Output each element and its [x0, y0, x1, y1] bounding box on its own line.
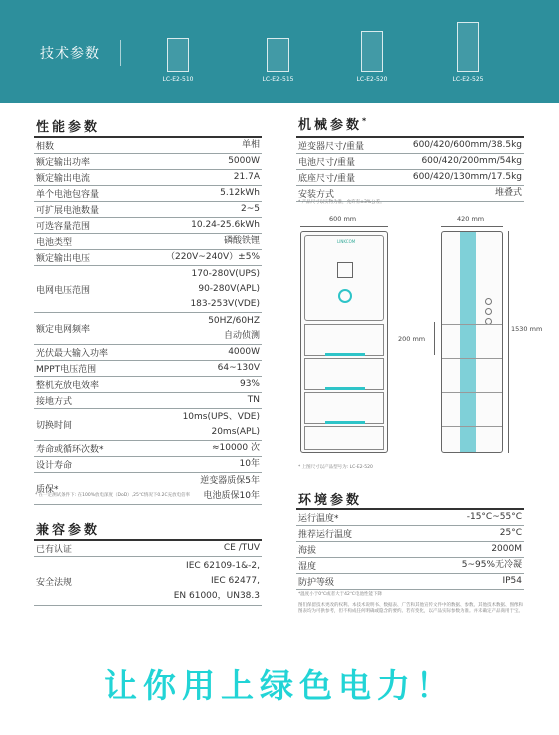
spec-label: 相数 [34, 137, 134, 154]
model-510 [148, 38, 208, 83]
compat-title: 兼容参数 [36, 523, 101, 538]
spec-row [34, 202, 262, 218]
spec-value-line: （220V~240V）±5% [165, 252, 260, 262]
performance-table [34, 136, 262, 505]
spec-value-line: 4000W [228, 347, 260, 357]
battery-module [304, 392, 384, 424]
module-height-line [434, 322, 435, 355]
spec-label: 电池类型 [34, 234, 134, 250]
spec-value-line: IEC 62109-1&-2, [186, 560, 260, 571]
environment-note: *温度小于0℃或者大于42℃电池性能下降 [298, 592, 382, 597]
spec-label: 电网电压范围 [34, 266, 134, 313]
spec-value [404, 509, 524, 526]
spec-value [134, 218, 262, 234]
height-dimension: 1530 mm [511, 325, 543, 333]
screen-logo: LINKCOM [337, 239, 356, 244]
spec-value [404, 542, 524, 558]
spec-row [296, 526, 524, 542]
model-name: LC-E2-520 [356, 76, 388, 83]
spec-row [296, 574, 524, 590]
handle-icon [325, 387, 365, 390]
spec-value-line: 600/420/200mm/54kg [421, 156, 522, 166]
spec-row [34, 377, 262, 393]
cabinet-icon [267, 38, 289, 72]
spec-row [296, 154, 524, 170]
spec-label: 推荐运行温度 [296, 526, 404, 542]
spec-label: 光伏最大输入功率 [34, 345, 134, 361]
spec-label: 底座尺寸/重量 [296, 170, 383, 186]
spec-value-line: 10.24-25.6kWh [191, 220, 260, 230]
spec-value [134, 202, 262, 218]
spec-value [134, 473, 262, 505]
spec-value-line: 堆叠式 [494, 188, 522, 198]
mechanical-table [296, 136, 524, 202]
front-view-cabinet [300, 231, 388, 453]
spec-value-line: 600/420/600mm/38.5kg [412, 140, 522, 150]
spec-row [296, 137, 524, 154]
drawing-caption: * 上图尺寸以产品型号为: LC-E2-520 [298, 465, 373, 470]
spec-value [404, 526, 524, 542]
spec-value [134, 266, 262, 313]
spec-value-line: 10ms(UPS、VDE) [182, 411, 260, 422]
depth-dimension: 420 mm [457, 215, 485, 223]
power-ring-icon [338, 289, 352, 303]
spec-value-line: 2000M [491, 544, 522, 554]
spec-label: 海拔 [296, 542, 404, 558]
spec-value-line: 10年 [239, 459, 260, 469]
spec-value [383, 170, 524, 186]
spec-value [134, 250, 262, 266]
spec-value [404, 558, 524, 574]
spec-value-line: 600/420/130mm/17.5kg [412, 172, 522, 182]
spec-value-line: 自动侦测 [223, 330, 260, 341]
spec-label: 已有认证 [34, 540, 104, 557]
spec-value-line: 64~130V [217, 363, 260, 373]
battery-module [304, 324, 384, 356]
cabinet-icon [361, 31, 383, 72]
spec-label: 逆变器尺寸/重量 [296, 137, 383, 154]
spec-value [134, 345, 262, 361]
side-stripe [460, 232, 476, 452]
spec-value-line: 5000W [228, 156, 260, 166]
spec-value [134, 409, 262, 441]
spec-value-line: 5.12kWh [220, 188, 260, 198]
spec-value [134, 361, 262, 377]
spec-value [134, 457, 262, 473]
side-divider [442, 324, 502, 325]
spec-row [34, 457, 262, 473]
height-line [508, 231, 509, 453]
side-divider [442, 358, 502, 359]
model-name: LC-E2-525 [452, 76, 484, 83]
spec-value [134, 313, 262, 345]
battery-module [304, 358, 384, 390]
spec-value-line: ≈10000 次 [211, 443, 260, 453]
spec-label: 整机充放电效率 [34, 377, 134, 393]
module-height-dimension: 200 mm [398, 335, 426, 343]
spec-row [34, 473, 262, 505]
spec-value [134, 234, 262, 250]
disclaimer-note: 图们保留技术更改的权利。本技术说明书、数据表、广告和其他宣传文件中的数据、参数、其他技术数据、图像和图表均为可供参考，但不构成任何明确或隐含的要约。若有变化，以产品实际参数为准。并未确定产品商用于宝。 [298, 603, 523, 614]
spec-row [34, 266, 262, 313]
spec-value [104, 557, 262, 606]
spec-value-line: 电池质保10年 [203, 490, 260, 501]
spec-row [34, 186, 262, 202]
spec-row [296, 509, 524, 526]
spec-label: 额定电网频率 [34, 313, 134, 345]
spec-value-line: EN 61000，UN38.3 [173, 590, 260, 601]
spec-row [296, 170, 524, 186]
spec-label: 防护等级 [296, 574, 404, 590]
spec-row [34, 234, 262, 250]
mechanical-title: 机械参数* [298, 116, 370, 133]
spec-value [134, 393, 262, 409]
spec-row [296, 558, 524, 574]
header-title: 技术参数 [40, 46, 100, 62]
spec-label: MPPT电压范围 [34, 361, 134, 377]
depth-line [441, 226, 503, 227]
slogan: 让你用上绿色电力！ [104, 666, 455, 705]
performance-note: * 在一定测试条件下: 在100%放电深度（DoD）,25℃情况下0.2C充放电倍率 [35, 493, 191, 498]
side-divider [442, 426, 502, 427]
environment-title: 环境参数 [298, 493, 363, 508]
model-525 [438, 22, 498, 83]
spec-label: 接地方式 [34, 393, 134, 409]
spec-row [34, 540, 262, 557]
spec-row [34, 137, 262, 154]
header-banner [0, 0, 559, 103]
width-line [300, 226, 388, 227]
spec-value-line: 2~5 [241, 204, 260, 214]
handle-icon [325, 353, 365, 356]
spec-value-line: 50HZ/60HZ [208, 315, 260, 326]
model-520 [342, 31, 402, 83]
base-module [304, 426, 384, 450]
cabinet-icon [457, 22, 479, 72]
spec-value-line: 磷酸铁锂 [223, 236, 260, 246]
display-icon [337, 262, 353, 278]
spec-label: 设计寿命 [34, 457, 134, 473]
spec-label: 质保* [34, 473, 134, 505]
side-divider [442, 392, 502, 393]
side-button-icon [485, 298, 492, 305]
side-view-cabinet [441, 231, 503, 453]
spec-value-line: -15°C~55°C [466, 512, 522, 522]
spec-row [34, 441, 262, 457]
compat-table [34, 539, 262, 606]
side-button-icon [485, 308, 492, 315]
spec-value-line: 25°C [499, 528, 522, 538]
spec-value [104, 540, 262, 557]
performance-title: 性能参数 [36, 120, 101, 135]
spec-value-line: 90-280V(APL) [198, 283, 260, 294]
spec-value-line: CE /TUV [223, 543, 260, 553]
spec-value [383, 154, 524, 170]
spec-value-line: 20ms(APL) [211, 426, 260, 437]
spec-label: 寿命或循环次数* [34, 441, 134, 457]
spec-label: 运行温度* [296, 509, 404, 526]
spec-label: 切换时间 [34, 409, 134, 441]
spec-value-line: TN [247, 395, 260, 405]
spec-label: 单个电池包容量 [34, 186, 134, 202]
spec-label: 可扩展电池数量 [34, 202, 134, 218]
spec-value-line: 21.7A [233, 172, 260, 182]
spec-value-line: 单相 [241, 140, 260, 150]
model-515 [248, 38, 308, 83]
spec-row [296, 542, 524, 558]
spec-row [34, 361, 262, 377]
width-dimension: 600 mm [329, 215, 357, 223]
handle-icon [325, 421, 365, 424]
spec-row [34, 170, 262, 186]
spec-value-line: IP54 [502, 576, 522, 586]
spec-label: 额定输出电流 [34, 170, 134, 186]
spec-row [34, 313, 262, 345]
spec-value-line: 5~95%无冷凝 [461, 560, 522, 570]
spec-value-line: IEC 62477, [211, 575, 260, 586]
spec-value [404, 574, 524, 590]
spec-label: 安装方式 [296, 186, 383, 202]
spec-value [383, 186, 524, 202]
spec-label: 电池尺寸/重量 [296, 154, 383, 170]
header-divider [120, 40, 121, 66]
spec-row [34, 154, 262, 170]
spec-value [134, 441, 262, 457]
spec-label: 安全法规 [34, 557, 104, 606]
spec-value [383, 137, 524, 154]
spec-value [134, 377, 262, 393]
environment-table [296, 508, 524, 590]
spec-row [34, 409, 262, 441]
spec-row [34, 345, 262, 361]
spec-label: 额定输出功率 [34, 154, 134, 170]
spec-label: 额定输出电压 [34, 250, 134, 266]
spec-value-line: 183-253V(VDE) [190, 298, 260, 309]
spec-value-line: 逆变器质保5年 [200, 475, 260, 486]
model-name: LC-E2-510 [162, 76, 194, 83]
spec-row [34, 393, 262, 409]
spec-value [134, 137, 262, 154]
inverter-module [304, 235, 384, 321]
spec-value-line: 170-280V(UPS) [191, 268, 260, 279]
spec-value-line: 93% [239, 379, 260, 389]
spec-value [134, 170, 262, 186]
spec-row [34, 218, 262, 234]
spec-row [34, 557, 262, 606]
spec-label: 湿度 [296, 558, 404, 574]
cabinet-icon [167, 38, 189, 72]
spec-row [34, 250, 262, 266]
spec-value [134, 186, 262, 202]
spec-value [134, 154, 262, 170]
spec-label: 可选容量范围 [34, 218, 134, 234]
model-name: LC-E2-515 [262, 76, 294, 83]
mechanical-note: * 产品尺寸以实物为准，允许有±3%公差。 [298, 200, 385, 205]
